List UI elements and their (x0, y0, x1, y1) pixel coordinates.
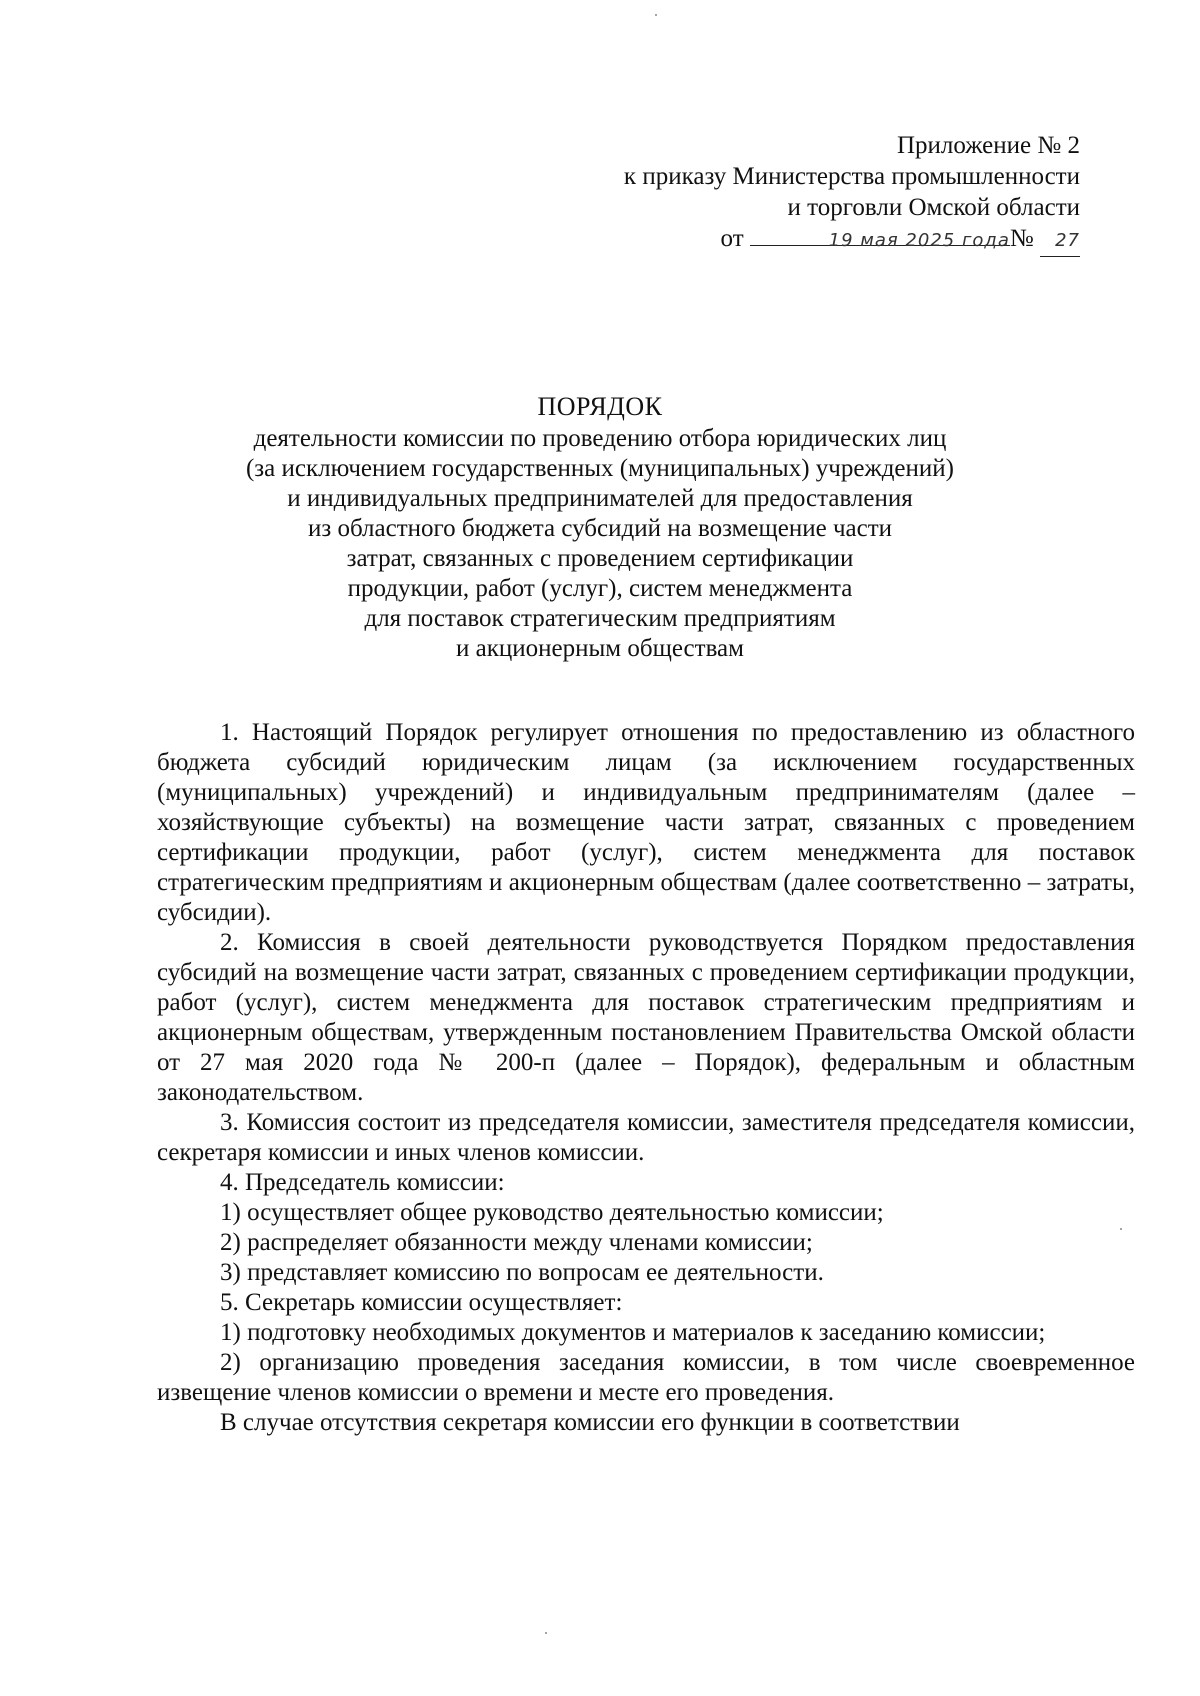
list-item: 3) представляет комиссию по вопросам ее деятельности. (220, 1259, 824, 1286)
title-line: для поставок стратегическим предприятиям (364, 605, 836, 632)
handwritten-date: 19 мая 2025 года (750, 223, 1010, 246)
scan-speck (1120, 1228, 1122, 1230)
paragraph-5: 5. Секретарь комиссии осуществляет: (220, 1289, 623, 1316)
handwritten-number: 27 (1040, 223, 1080, 257)
paragraph-3: 3. Комиссия состоит из председателя комиссии, заместителя председателя комиссии, секретаря комиссии и иных членов комиссии. (157, 1109, 1135, 1166)
list-item: 1) подготовку необходимых документов и материалов к заседанию комиссии; (220, 1319, 1046, 1346)
paragraph-2: 2. Комиссия в своей деятельности руководствуется Порядком предоставления субсидий на возмещение части затрат, связанных с проведением сертификации продукции, работ (услуг), систем менеджмента для поставок стратегическим предприятиям и акционерным обществам, утвержденным постановлением Правительства Омской области от 27 мая 2020 года № 200-п (далее – Порядок), федеральным и областным законодательством. (157, 929, 1135, 1106)
paragraph-continued: В случае отсутствия секретаря комиссии его функции в соответствии (220, 1409, 960, 1436)
number-prefix: № (1009, 225, 1034, 252)
paragraph-1: 1. Настоящий Порядок регулирует отношения по предоставлению из областного бюджета субсидий юридическим лицам (за исключением государственных (муниципальных) учреждений) и индивидуальным предпринимателям (далее – хозяйствующие субъекты) на возмещение части затрат, связанных с проведением сертификации продукции, работ (услуг), систем менеджмента для поставок стратегическим предприятиям и акционерным обществам (далее соответственно – затраты, субсидии). (157, 719, 1135, 926)
title-heading: ПОРЯДОК (537, 392, 663, 421)
title-line: деятельности комиссии по проведению отбора юридических лиц (253, 425, 947, 452)
title-line: (за исключением государственных (муниципальных) учреждений) (245, 455, 954, 482)
ministry-line: и торговли Омской области (787, 194, 1080, 221)
order-reference-line: к приказу Министерства промышленности (623, 163, 1080, 190)
title-line: затрат, связанных с проведением сертификации (346, 545, 854, 572)
title-line: из областного бюджета субсидий на возмещение части (307, 515, 893, 542)
document-body (157, 718, 1135, 1438)
appendix-number: Приложение № 2 (896, 132, 1080, 159)
list-item: 2) организацию проведения заседания комиссии, в том числе своевременное извещение членов комиссии о времени и месте его проведения. (157, 1349, 1135, 1406)
title-line: и индивидуальных предпринимателей для предоставления (287, 485, 913, 512)
paragraph-4: 4. Председатель комиссии: (220, 1169, 505, 1196)
appendix-header (624, 130, 1080, 257)
scan-speck (655, 14, 657, 16)
list-item: 2) распределяет обязанности между членами комиссии; (220, 1229, 813, 1256)
scan-speck (545, 1632, 547, 1634)
document-title (0, 392, 1200, 664)
list-item: 1) осуществляет общее руководство деятельностью комиссии; (220, 1199, 884, 1226)
date-prefix: от (720, 225, 744, 252)
order-date-line (624, 223, 1080, 257)
title-line: продукции, работ (услуг), систем менеджмента (347, 575, 853, 602)
title-line: и акционерным обществам (456, 635, 744, 662)
